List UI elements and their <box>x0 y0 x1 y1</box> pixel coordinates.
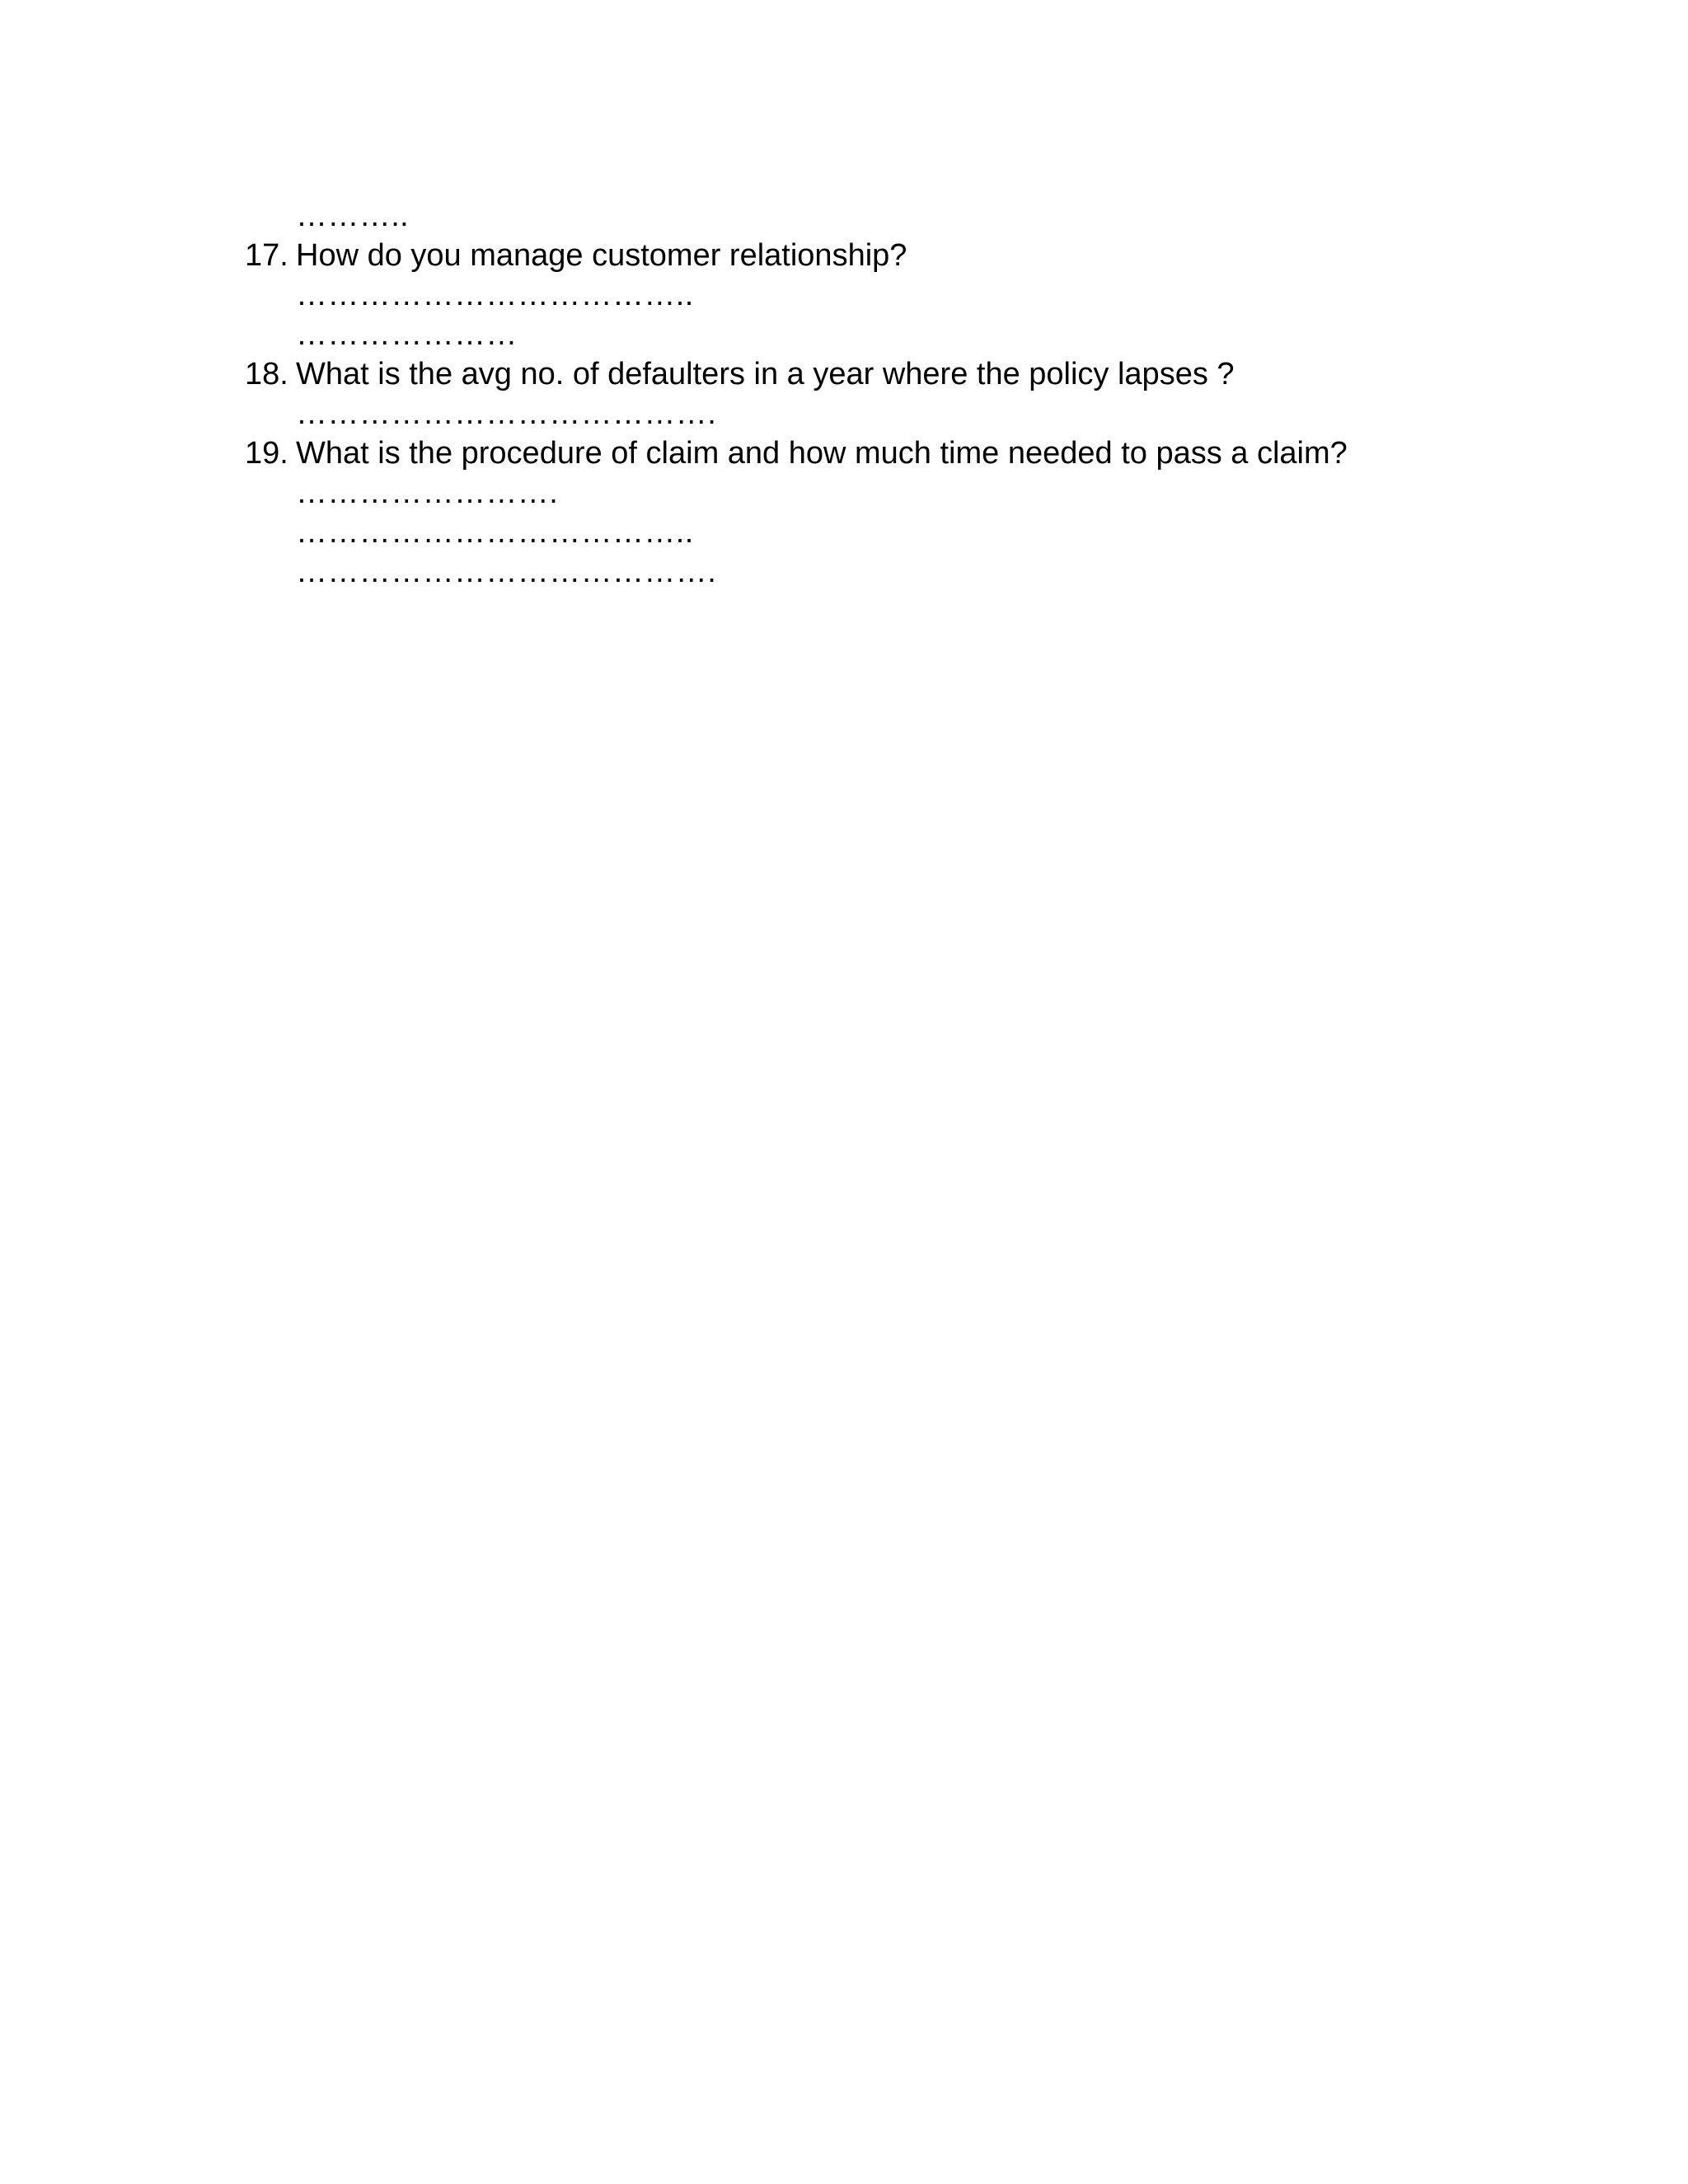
answer-dots-line: ………………… <box>296 317 518 352</box>
answer-dots-line: …………………………………. <box>296 396 717 431</box>
answer-dots-line: ……………………………….. <box>296 278 694 312</box>
question-number: 19. <box>245 436 288 471</box>
question-number: 17. <box>245 238 288 273</box>
question-text: What is the avg no. of defaulters in a year where the policy lapses ? <box>296 357 1235 391</box>
question-17 <box>245 236 1481 275</box>
question-number: 18. <box>245 357 288 391</box>
answer-dots-line: …………………………………. <box>296 555 717 589</box>
question-text: How do you manage customer relationship? <box>296 238 907 273</box>
answer-dots-line: ……………………………….. <box>296 515 694 550</box>
question-18 <box>245 354 1481 394</box>
question-19 <box>245 434 1481 473</box>
answer-dots-line: ……………………. <box>296 476 559 510</box>
question-text: What is the procedure of claim and how much time needed to pass a claim? <box>296 436 1348 471</box>
questionnaire-content <box>245 196 1481 592</box>
answer-dots-line: ……….. <box>296 199 410 233</box>
